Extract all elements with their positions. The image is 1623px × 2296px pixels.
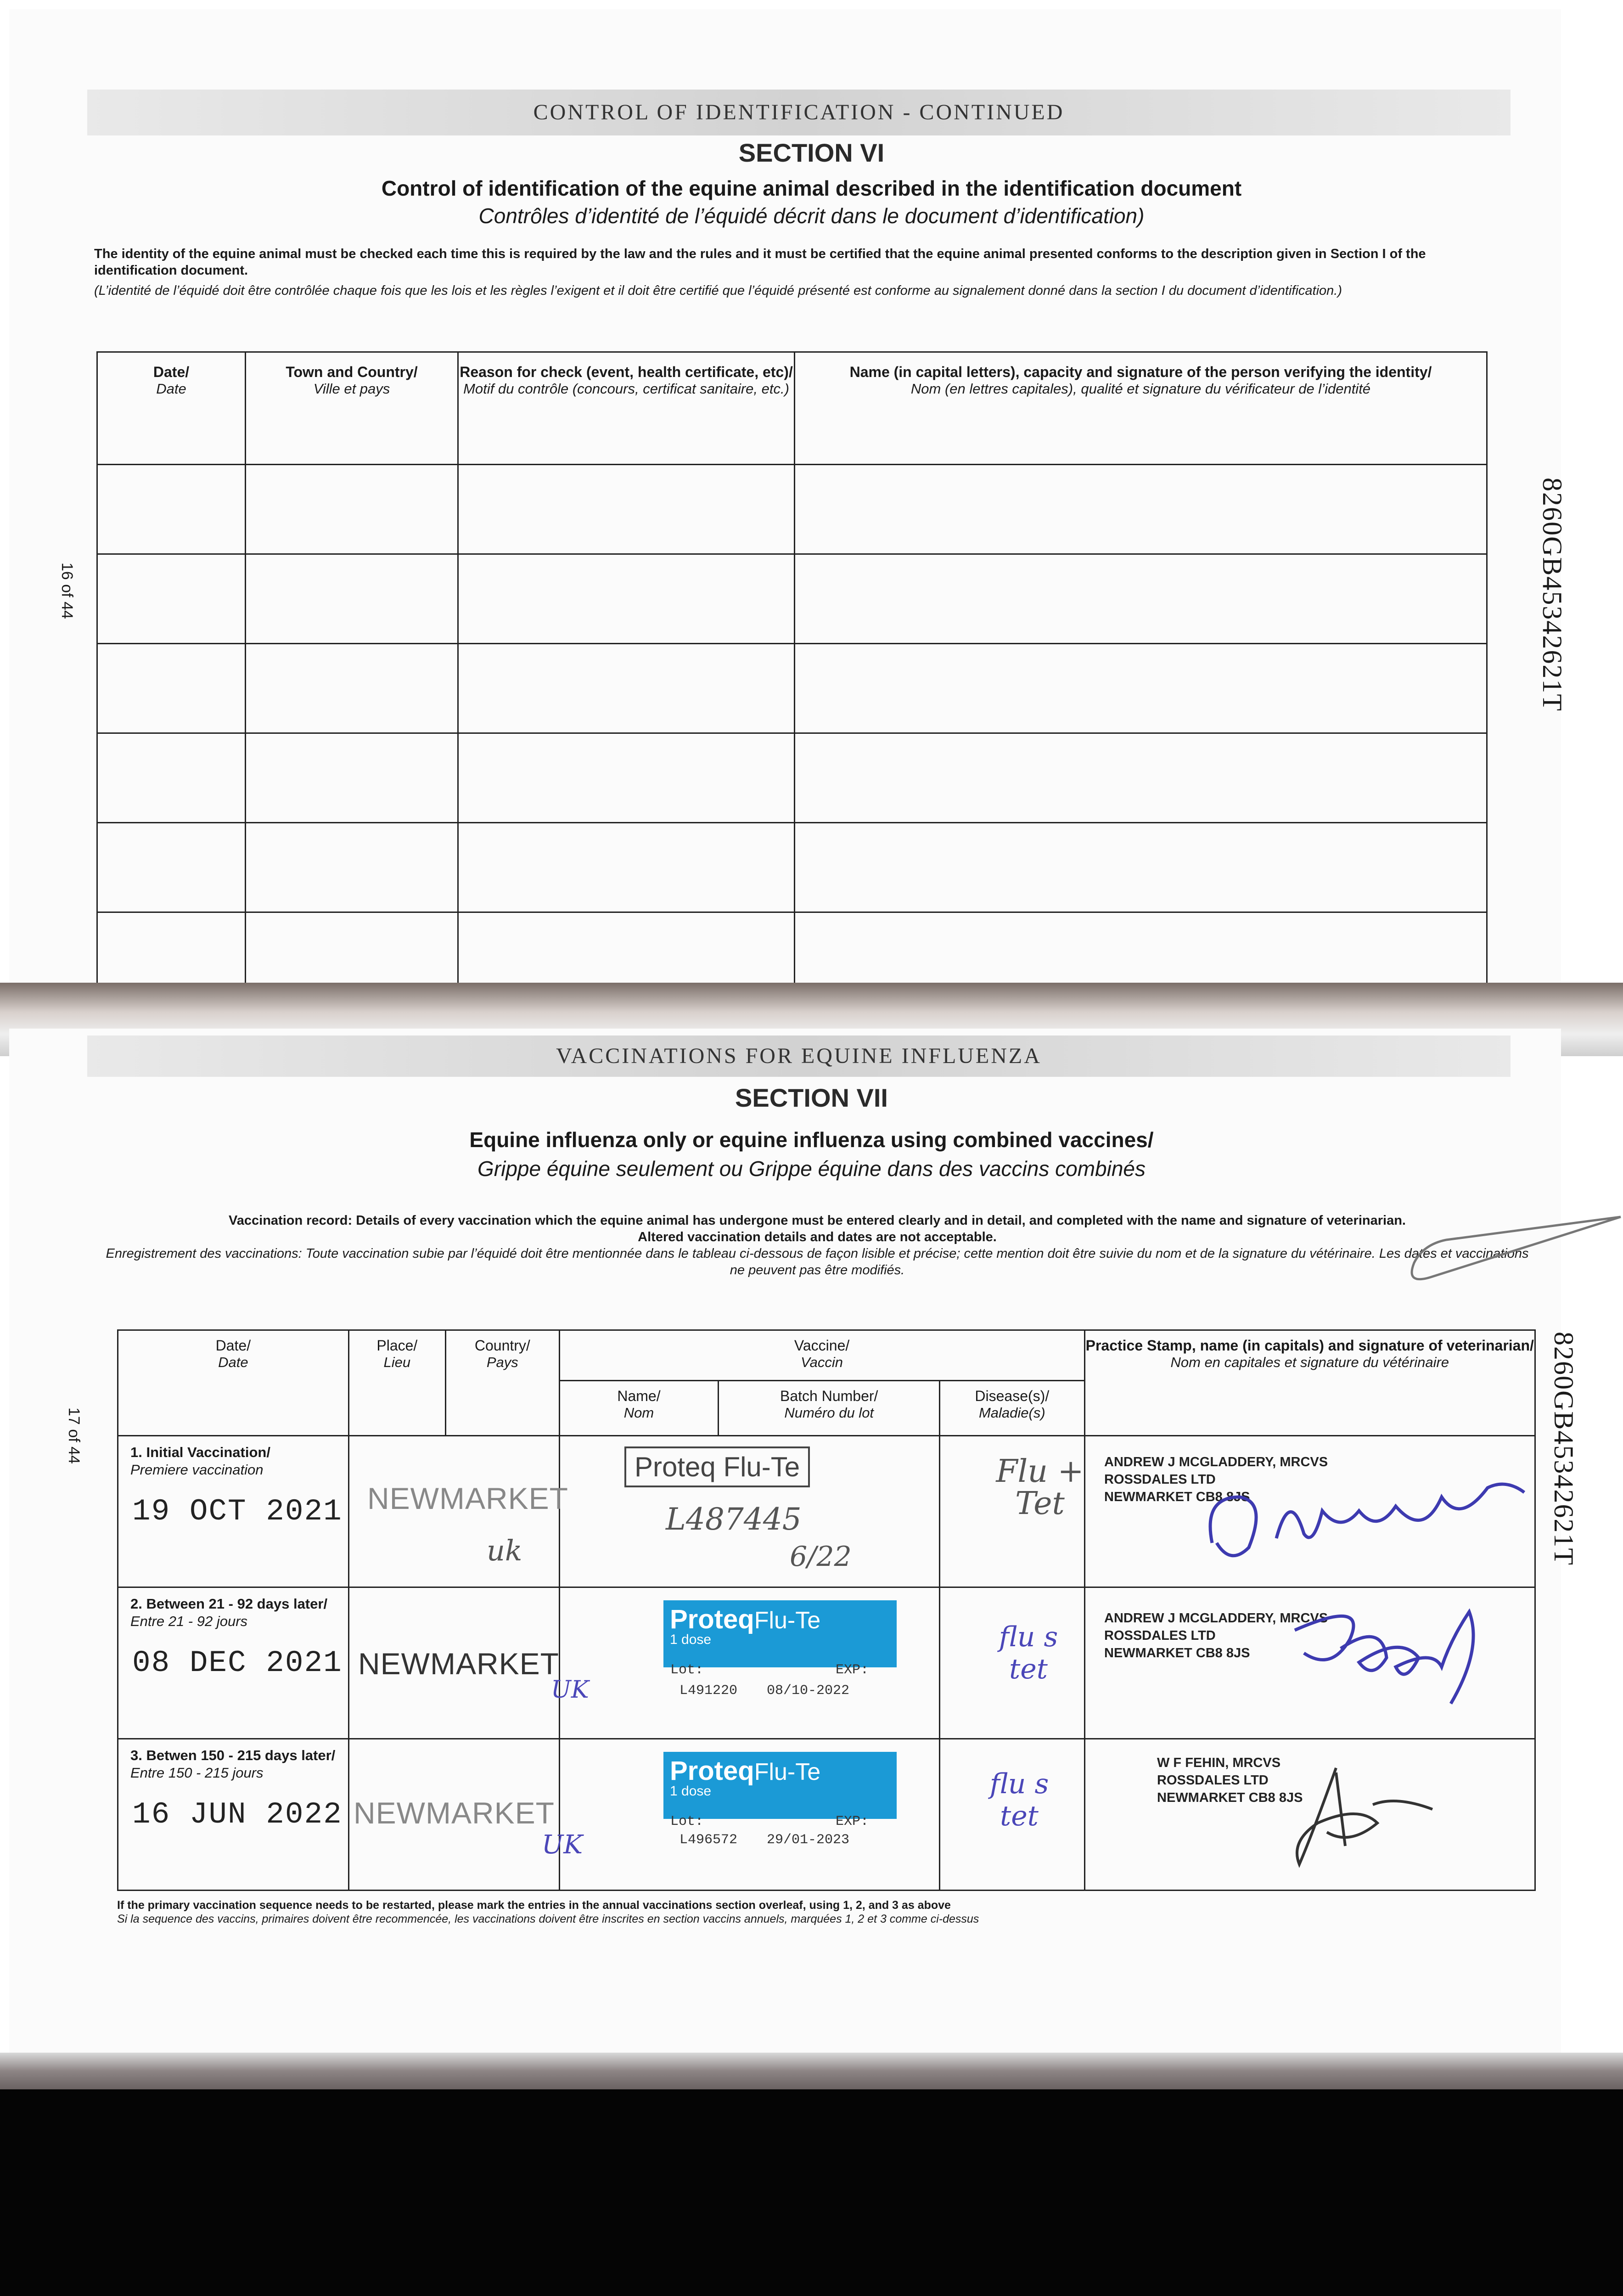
vaccine-name-header: Name/ Nom (559, 1381, 719, 1436)
row-1-batch: L487445 (666, 1502, 802, 1537)
town-country-column-header: Town and Country/ Ville et pays (246, 352, 458, 465)
table-header-row (97, 352, 1487, 465)
table-row (97, 644, 1487, 733)
row-2-place-stamp: NEWMARKET (358, 1647, 559, 1681)
passport-id-code-16: 8260GB45342621T (1537, 478, 1567, 712)
place-column-header: Place/ Lieu (348, 1330, 445, 1436)
row-1-vet-signature (1185, 1469, 1533, 1570)
row-2-disease: flu s tet (999, 1621, 1058, 1685)
table-row (97, 465, 1487, 554)
row-2-exp-label: EXP: (836, 1662, 869, 1678)
row-1-country: uk (487, 1534, 522, 1567)
row-2-vet-signature (1267, 1593, 1497, 1731)
row-1-date-stamp: 19 OCT 2021 (132, 1494, 343, 1529)
row-3-date-stamp: 16 JUN 2022 (132, 1797, 343, 1832)
footnote-en: If the primary vaccination sequence needs to be restarted, please mark the entries in the annual vaccinations section overleaf, using 1, 2, and 3 as above (117, 1899, 951, 1912)
row-3-exp-label: EXP: (836, 1814, 869, 1829)
vaccination-heading-en: Equine influenza only or equine influenza using combined vaccines/ (469, 1128, 1154, 1152)
vaccine-column-header: Vaccine/ Vaccin (559, 1330, 1084, 1381)
row-3-vet-stamp: W F FEHIN, MRCVS ROSSDALES LTD NEWMARKET CB8 8JS (1157, 1756, 1303, 1805)
control-of-identification-banner: CONTROL OF IDENTIFICATION - CONTINUED (87, 90, 1511, 135)
reason-column-header: Reason for check (event, health certificate, etc)/ Motif du contrôle (concours, certificat sanitaire, etc.) (458, 352, 795, 465)
paperclip-icon (1391, 1208, 1623, 1300)
vaccination-heading-fr: Grippe équine seulement ou Grippe équine dans des vaccins combinés (477, 1157, 1146, 1181)
row-1-date-cell: 1. Initial Vaccination/ Premiere vaccination 19 OCT 2021 (118, 1436, 349, 1587)
passport-id-code-17: 8260GB45342621T (1549, 1332, 1579, 1566)
row-2-lot-number: L491220 (680, 1683, 738, 1699)
row-3-vaccine-label: ProteqFlu-Te 1 dose (663, 1752, 897, 1819)
section-vi-title: SECTION VI (738, 138, 885, 167)
row-2-lot-label: Lot: (670, 1662, 704, 1678)
row-3-lot-expiry: 29/01-2023 (767, 1832, 850, 1848)
page-number-16: 16 of 44 (58, 563, 76, 619)
row-3-disease: flu s tet (989, 1768, 1049, 1832)
batch-number-header: Batch Number/ Numéro du lot (719, 1381, 940, 1436)
row-2-country: UK (551, 1676, 589, 1704)
identification-heading-fr: Contrôles d’identité de l’équidé décrit dans le document d’identification) (478, 204, 1145, 228)
row-3-lot-number: L496572 (680, 1832, 738, 1848)
row-3-country: UK (542, 1830, 583, 1860)
book-bottom-edge (0, 2053, 1623, 2089)
row-2-vet-stamp: ANDREW J MCGLADDERY, MRCVS ROSSDALES LTD NEWMARKET CB8 8JS (1104, 1611, 1328, 1660)
row-3-vet-signature (1258, 1754, 1442, 1883)
row-2-date-cell: 2. Between 21 - 92 days later/ Entre 21 - 92 jours 08 DEC 2021 (118, 1587, 349, 1739)
identification-instructions-fr: (L’identité de l’équidé doit être contrôlée chaque fois que les lois et les règles l’exigent et il doit être certifié que l’équidé présenté est conforme au signalement donné dans la section I du document d’identification.) (94, 283, 1342, 298)
row-2-vaccine-label: ProteqFlu-Te 1 dose (663, 1600, 897, 1667)
scan-background (0, 2089, 1623, 2296)
section-vii-title: SECTION VII (735, 1083, 888, 1112)
row-1-vet-stamp: ANDREW J MCGLADDERY, MRCVS ROSSDALES LTD NEWMARKET CB8 8JS (1104, 1455, 1328, 1504)
date-column-header: Date/ Date (118, 1330, 349, 1436)
vaccination-record-instructions: Vaccination record: Details of every vaccination which the equine animal has undergone must be entered clearly and in detail, and completed with the name and signature of veterinarian. Altered vaccination details and dates are not acceptable. Enregistrement des vaccinations: Toute vaccination subie par l’équidé doit être mentionnée dans le tableau ci-dessous de façon lisible et précise; cette mention doit être suivie du nom et de la signature du vétérinaire. Les dates et vaccinations ne peuvent pas être modifiés. (106, 1213, 1529, 1277)
practice-stamp-column-header: Practice Stamp, name (in capitals) and signature of veterinarian/ Nom en capitales et signature du vétérinaire (1084, 1330, 1535, 1436)
disease-header: Disease(s)/ Maladie(s) (940, 1381, 1084, 1436)
date-column-header: Date/ Date (97, 352, 246, 465)
row-1-vaccine-name-stamp: Proteq Flu-Te (624, 1446, 810, 1487)
vaccinations-banner: VACCINATIONS FOR EQUINE INFLUENZA (87, 1035, 1511, 1077)
row-1-disease: Flu + Tet (996, 1453, 1084, 1522)
footnote-fr: Si la sequence des vaccins, primaires doivent être recommencée, les vaccinations doivent être inscrites en section vaccins annuels, marquées 1, 2 et 3 comme ci-dessus (117, 1913, 979, 1925)
table-row (97, 733, 1487, 823)
table-row (97, 554, 1487, 644)
identification-check-table (96, 351, 1488, 991)
row-1-place-stamp: NEWMARKET (367, 1481, 568, 1515)
verifier-column-header: Name (in capital letters), capacity and signature of the person verifying the identity/ Nom (en lettres capitales), qualité et signature du vérificateur de l’identité (795, 352, 1487, 465)
row-2-date-stamp: 08 DEC 2021 (132, 1646, 343, 1680)
page-number-17: 17 of 44 (65, 1407, 83, 1464)
row-3-date-cell: 3. Betwen 150 - 215 days later/ Entre 150 - 215 jours 16 JUN 2022 (118, 1739, 349, 1891)
table-row (97, 823, 1487, 912)
identification-heading-en: Control of identification of the equine animal described in the identification document (381, 176, 1242, 200)
row-1-batch-expiry: 6/22 (790, 1541, 852, 1573)
row-3-lot-label: Lot: (670, 1814, 704, 1829)
row-2-lot-expiry: 08/10-2022 (767, 1683, 850, 1699)
table-row (97, 912, 1487, 990)
row-3-place-stamp: NEWMARKET (354, 1796, 555, 1830)
country-column-header: Country/ Pays (445, 1330, 559, 1436)
identification-instructions-en: The identity of the equine animal must be checked each time this is required by the law and the rules and it must be certified that the equine animal presented conforms to the description given in Section I of the identification document. (94, 247, 1426, 278)
